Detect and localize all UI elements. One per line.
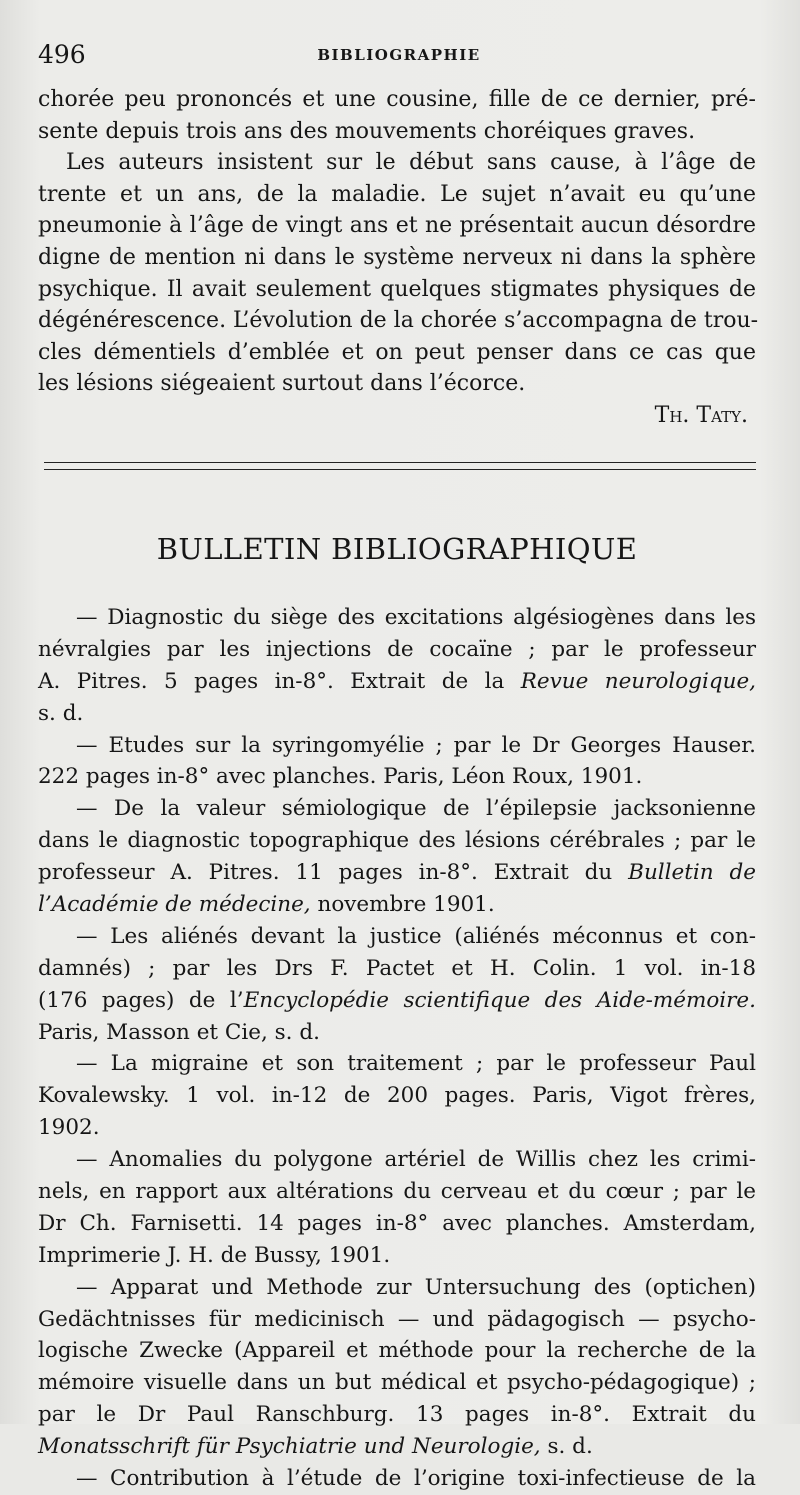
text-line <box>38 985 756 1017</box>
text-line: logische Zwecke (Appareil et méthode pour la recherche de la <box>38 1338 756 1364</box>
bulletin-entries <box>38 602 756 1495</box>
text-line: — Apparat und Methode zur Untersuchung des (optichen) <box>76 1274 756 1300</box>
text-line: — De la valeur sémiologique de l’épilepsie jacksonienne <box>76 796 756 822</box>
text-line: par le Dr Paul Ranschburg. 13 pages in-8°. Extrait du <box>38 1402 756 1428</box>
text-line: trente et un ans, de la maladie. Le sujet n’avait eu qu’une <box>38 181 756 207</box>
text-line: s. d. <box>38 700 84 726</box>
text-line: digne de mention ni dans le système nerveux ni dans la sphère <box>38 244 756 270</box>
text-line <box>38 857 756 889</box>
section-divider <box>44 459 756 475</box>
text-line: 222 pages in-8° avec planches. Paris, Léon Roux, 1901. <box>38 764 643 790</box>
text-line: nels, en rapport aux altérations du cerveau et du cœur ; par le <box>38 1179 756 1205</box>
citation-text: novembre 1901. <box>317 892 495 918</box>
text-line: Les auteurs insistent sur le début sans cause, à l’âge de <box>66 150 756 176</box>
text-line <box>38 666 756 698</box>
citation-text: (176 pages) de l’ <box>38 987 244 1013</box>
text-line: — Contribution à l’étude de l’origine toxi-infectieuse de la <box>76 1466 756 1492</box>
text-line: névralgies par les injections de cocaïne ; par le professeur <box>38 636 756 662</box>
journal-title: Encyclopédie scientifique des Aide-mémoire. <box>243 987 756 1013</box>
text-line: Kovalewsky. 1 vol. in-12 de 200 pages. Paris, Vigot frères, <box>38 1083 756 1109</box>
text-line: sente depuis trois ans des mouvements choréiques graves. <box>38 118 696 144</box>
section-title: BULLETIN BIBLIOGRAPHIQUE <box>156 532 638 566</box>
citation-text: A. Pitres. 5 pages in-8°. Extrait de la <box>38 668 505 694</box>
text-line: Paris, Masson et Cie, s. d. <box>38 1019 320 1045</box>
text-line: pneumonie à l’âge de vingt ans et ne présentait aucun désordre <box>38 213 756 239</box>
text-line: 1902. <box>38 1115 100 1141</box>
citation-text: professeur A. Pitres. 11 pages in-8°. Extrait du <box>38 860 613 886</box>
text-line <box>38 1431 756 1463</box>
page-number: 496 <box>38 40 86 69</box>
text-line: — Les aliénés devant la justice (aliénés méconnus et con- <box>76 923 756 949</box>
citation-text: s. d. <box>547 1434 593 1460</box>
text-line: chorée peu prononcés et une cousine, fille de ce dernier, pré- <box>38 87 756 112</box>
text-line: les lésions siégeaient surtout dans l’écorce. <box>38 371 526 397</box>
text-line: Dr Ch. Farnisetti. 14 pages in-8° avec planches. Amsterdam, <box>38 1210 756 1236</box>
text-line: damnés) ; par les Drs F. Pactet et H. Colin. 1 vol. in-18 <box>38 955 756 981</box>
text-line: dans le diagnostic topographique des lésions cérébrales ; par le <box>38 828 756 854</box>
text-line: — Anomalies du polygone artériel de Willis chez les crimi- <box>76 1147 756 1173</box>
text-line: — La migraine et son traitement ; par le professeur Paul <box>76 1051 756 1077</box>
text-line: Imprimerie J. H. de Bussy, 1901. <box>38 1242 391 1268</box>
text-line: dégénérescence. L’évolution de la chorée s’accompagna de trou- <box>38 308 759 334</box>
text-line: — Etudes sur la syringomyélie ; par le Dr Georges Hauser. <box>76 732 756 758</box>
running-head: BIBLIOGRAPHIE <box>317 46 481 64</box>
journal-title: Monatsschrift für Psychiatrie und Neurologie, <box>38 1434 541 1460</box>
divider-rule <box>44 469 756 470</box>
text-line: Gedächtnisses für medicinisch — und pädagogisch — psycho- <box>38 1306 756 1332</box>
divider-rule <box>44 462 756 463</box>
text-line: — Diagnostic du siège des excitations algésiogènes dans les <box>76 605 756 630</box>
text-line: mémoire visuelle dans un but médical et psycho-pédagogique) ; <box>38 1370 756 1396</box>
journal-title: Revue neurologique, <box>520 668 756 694</box>
signature: Th. Taty. <box>654 402 748 428</box>
page-header <box>38 40 760 72</box>
text-line: psychique. Il avait seulement quelques stigmates physiques de <box>38 276 756 302</box>
text-line <box>38 889 756 921</box>
text-line: cles démentiels d’emblée et on peut penser dans ce cas que <box>38 339 756 365</box>
journal-title: l’Académie de médecine, <box>38 892 311 918</box>
journal-title: Bulletin de <box>628 860 756 886</box>
review-text <box>38 84 759 432</box>
